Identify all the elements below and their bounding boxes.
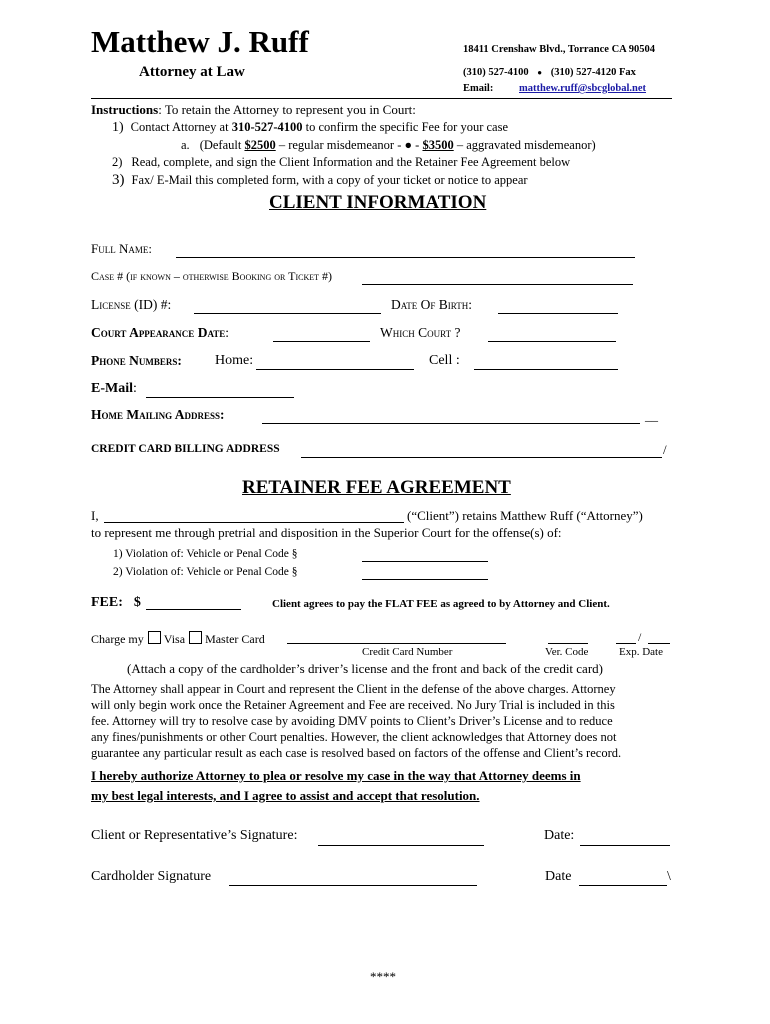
court-date-colon: : bbox=[225, 325, 230, 340]
fee-regular: $2500 bbox=[244, 138, 276, 152]
cardholder-signature-label: Cardholder Signature bbox=[91, 869, 212, 884]
client-email-field[interactable] bbox=[146, 397, 294, 398]
step-2-text: Read, complete, and sign the Client Information and the Retainer Fee Agreement below bbox=[131, 155, 571, 169]
client-name-label: I, bbox=[91, 508, 99, 523]
court-date-field[interactable] bbox=[273, 341, 370, 342]
step-1-phone: 310-527-4100 bbox=[231, 120, 303, 134]
fee-amount-field[interactable] bbox=[146, 609, 241, 610]
date-2-label: Date bbox=[545, 869, 572, 884]
step-1-post: to confirm the specific Fee for your case bbox=[302, 120, 509, 134]
instructions-text: : To retain the Attorney to represent you in Court: bbox=[158, 102, 416, 117]
violation-2-field[interactable] bbox=[362, 579, 488, 580]
agreement-para-1: The Attorney shall appear in Court and represent the Client in the defense of the above charges. Attorney bbox=[91, 682, 616, 696]
attorney-name: Matthew J. Ruff bbox=[91, 24, 309, 59]
agreement-para-3: fee. Attorney will try to resolve case by avoiding DMV points to Client’s Driver’s License and to reduce bbox=[91, 714, 613, 728]
which-court-field[interactable] bbox=[488, 341, 616, 342]
flat-fee-text: Client agrees to pay the FLAT FEE as agreed to by Attorney and Client. bbox=[272, 598, 610, 610]
home-phone-field[interactable] bbox=[256, 369, 414, 370]
agreement-para-4: any fines/punishments or other Court penalties. However, the client acknowledges that Attorney does not bbox=[91, 730, 617, 744]
license-label: License (ID) #: bbox=[91, 297, 172, 312]
represent-text: to represent me through pretrial and disposition in the Superior Court for the offense(s) of: bbox=[91, 525, 562, 540]
charge-row bbox=[91, 631, 265, 647]
date-1-label: Date: bbox=[544, 828, 575, 843]
home-address-label: Home Mailing Address: bbox=[91, 407, 225, 422]
exp-slash: / bbox=[638, 630, 642, 644]
date-2-tail: \ bbox=[667, 869, 671, 884]
home-address-tail: __ bbox=[645, 408, 658, 423]
instructions-label: Instructions bbox=[91, 102, 159, 117]
fee-label: FEE: bbox=[91, 595, 123, 610]
violation-1-field[interactable] bbox=[362, 561, 488, 562]
retainer-heading: RETAINER FEE AGREEMENT bbox=[242, 477, 511, 498]
step-2-number: 2) bbox=[112, 155, 123, 169]
step-1a-post: – aggravated misdemeanor) bbox=[453, 138, 596, 152]
phone-numbers-label: Phone Numbers: bbox=[91, 353, 182, 368]
full-name-field[interactable] bbox=[176, 257, 635, 258]
instructions-intro bbox=[91, 102, 416, 118]
client-email-colon: : bbox=[133, 381, 137, 396]
step-3-text: Fax/ E-Mail this completed form, with a copy of your ticket or notice to appear bbox=[131, 173, 528, 187]
client-email-label: E-Mail bbox=[91, 381, 133, 396]
ver-code-caption: Ver. Code bbox=[545, 646, 589, 658]
mastercard-label: Master Card bbox=[205, 632, 265, 646]
card-number-caption: Credit Card Number bbox=[362, 646, 453, 658]
billing-address-field[interactable] bbox=[301, 457, 662, 458]
fee-aggravated: $3500 bbox=[422, 138, 454, 152]
case-number-label: Case # (if known – otherwise Booking or Ticket #) bbox=[91, 269, 332, 283]
step-1a-pre: (Default bbox=[199, 138, 245, 152]
client-retains-text: (“Client”) retains Matthew Ruff (“Attorney”) bbox=[407, 508, 643, 523]
home-phone-label: Home: bbox=[215, 353, 254, 368]
home-address-field[interactable] bbox=[262, 423, 640, 424]
fee-row bbox=[91, 595, 141, 611]
cardholder-signature-field[interactable] bbox=[229, 885, 477, 886]
step-1a bbox=[181, 138, 596, 153]
license-field[interactable] bbox=[194, 313, 381, 314]
step-1 bbox=[112, 120, 508, 136]
date-1-field[interactable] bbox=[580, 845, 670, 846]
email-link[interactable]: matthew.ruff@sbcglobal.net bbox=[519, 83, 647, 94]
header-rule bbox=[91, 98, 672, 99]
office-phone-fax bbox=[463, 67, 636, 78]
authorization-line-2: my best legal interests, and I agree to assist and accept that resolution. bbox=[91, 788, 480, 803]
court-date-row bbox=[91, 325, 229, 341]
dob-field[interactable] bbox=[498, 313, 618, 314]
exp-month-field[interactable] bbox=[616, 643, 636, 644]
dob-label: Date Of Birth: bbox=[391, 297, 472, 312]
case-number-field[interactable] bbox=[362, 284, 633, 285]
office-phone: (310) 527-4100 bbox=[463, 67, 529, 78]
card-number-field[interactable] bbox=[287, 643, 506, 644]
attorney-title: Attorney at Law bbox=[139, 64, 245, 80]
full-name-label: Full Name: bbox=[91, 241, 152, 256]
mastercard-checkbox[interactable] bbox=[189, 631, 202, 644]
office-address: 18411 Crenshaw Blvd., Torrance CA 90504 bbox=[463, 44, 656, 55]
date-2-field[interactable] bbox=[579, 885, 667, 886]
step-1-number: 1) bbox=[112, 120, 124, 135]
client-signature-field[interactable] bbox=[318, 845, 484, 846]
step-3-number: 3) bbox=[112, 172, 125, 188]
office-fax: (310) 527-4120 Fax bbox=[550, 67, 636, 78]
authorization-line-1: I hereby authorize Attorney to plea or resolve my case in the way that Attorney deems in bbox=[91, 768, 581, 783]
footer-marks: **** bbox=[370, 969, 396, 984]
cell-phone-label: Cell : bbox=[429, 353, 460, 368]
charge-my-label: Charge my bbox=[91, 632, 144, 646]
email-label: Email: bbox=[463, 83, 494, 94]
bullet-separator: ● bbox=[537, 68, 543, 77]
visa-checkbox[interactable] bbox=[148, 631, 161, 644]
exp-year-field[interactable] bbox=[648, 643, 670, 644]
fee-dollar: $ bbox=[133, 595, 141, 610]
email-row bbox=[91, 381, 137, 397]
billing-address-label: CREDIT CARD BILLING ADDRESS bbox=[91, 443, 280, 455]
step-1-pre: Contact Attorney at bbox=[130, 120, 232, 134]
court-date-label: Court Appearance Date bbox=[91, 325, 226, 340]
step-3 bbox=[112, 172, 528, 189]
attach-note: (Attach a copy of the cardholder’s driver’s license and the front and back of the credit card) bbox=[127, 661, 603, 676]
billing-address-tail: / bbox=[663, 442, 667, 457]
step-2 bbox=[112, 155, 570, 170]
which-court-label: Which Court ? bbox=[380, 325, 461, 340]
agreement-para-2: will only begin work once the Retainer Agreement and Fee are received. No Jury Trial is included in this bbox=[91, 698, 615, 712]
cell-phone-field[interactable] bbox=[474, 369, 618, 370]
step-1a-letter: a. bbox=[181, 138, 190, 152]
violation-1-label: 1) Violation of: Vehicle or Penal Code § bbox=[113, 548, 298, 560]
violation-2-label: 2) Violation of: Vehicle or Penal Code § bbox=[113, 566, 298, 578]
agreement-para-5: guarantee any particular result as each case is resolved based on factors of the offense and Client’s record. bbox=[91, 746, 622, 760]
client-name-field[interactable] bbox=[104, 522, 404, 523]
client-info-heading: CLIENT INFORMATION bbox=[269, 192, 487, 213]
client-signature-label: Client or Representative’s Signature: bbox=[91, 828, 298, 843]
ver-code-field[interactable] bbox=[548, 643, 588, 644]
step-1a-mid: – regular misdemeanor - ● - bbox=[275, 138, 423, 152]
exp-date-caption: Exp. Date bbox=[619, 646, 663, 658]
visa-label: Visa bbox=[163, 632, 186, 646]
